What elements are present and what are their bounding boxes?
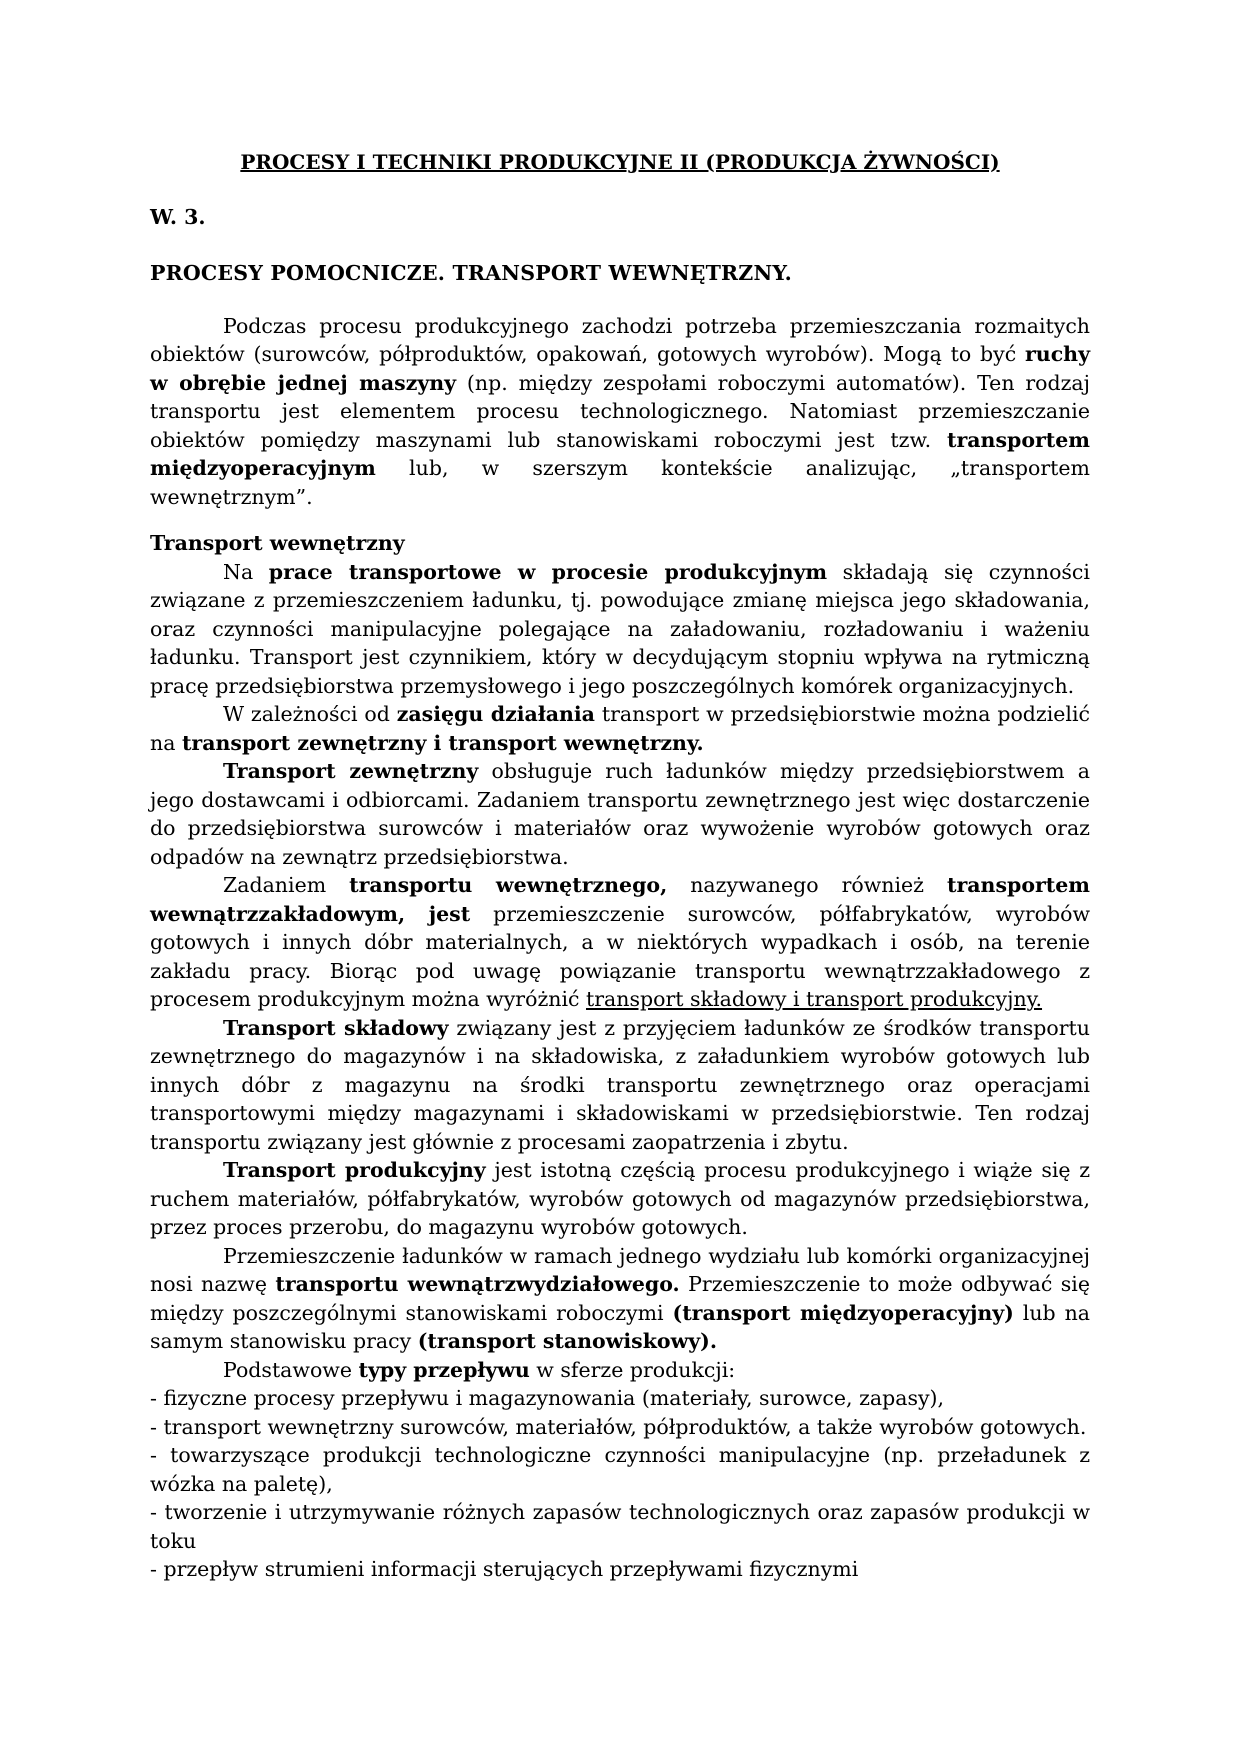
wewnetrzny-text-a: Zadaniem <box>223 873 350 897</box>
prace-bold: prace transportowe w procesie produkcyjnym <box>268 559 828 584</box>
zasieg-bold: zasięgu działania <box>396 702 595 726</box>
document-title: PROCESY I TECHNIKI PRODUKCYJNE II (PRODUKCJA ŻYWNOŚCI) <box>240 150 1000 174</box>
list-item: - towarzyszące produkcji technologiczne czynności manipulacyjne (np. przeładunek z wózka na paletę), <box>150 1443 1090 1496</box>
paragraph-wewnatrzwydzialowy <box>150 1242 1090 1356</box>
wewnetrzny-text-c: nazywanego również <box>667 873 947 897</box>
wewnetrzny-bold-b: transportu wewnętrznego, <box>349 873 668 897</box>
wydzialowy-bold-d: (transport międzyoperacyjny) <box>672 1300 1014 1325</box>
paragraph-transport-wewnetrzny <box>150 871 1090 1014</box>
prace-text-c: składają się czynności związane z przemieszczeniem ładunku, tj. powodujące zmianę miejsca jego składowania, oraz czynności manipulacyjne polegające na załadowaniu, rozładowaniu i ważeniu ładunku. Transport jest czynnikiem, który w decydującym stopniu wpływa na rytmiczną pracę przedsiębiorstwa przemysłowego i jego poszczególnych komórek organizacyjnych. <box>150 559 1090 698</box>
paragraph-prace-transportowe <box>150 558 1090 701</box>
zasieg-text-c: transport w przedsiębiorstwie można podzielić na <box>150 702 1090 755</box>
document-page <box>150 148 1090 1584</box>
zasieg-text-a: W zależności od <box>223 702 397 726</box>
prace-text-a: Na <box>223 559 269 584</box>
flow-types-list <box>150 1384 1090 1584</box>
wewnetrzny-text-e: przemieszczenie surowców, półfabrykatów, wyrobów gotowych i innych dóbr materialnych, a w niektórych wypadkach i osób, na terenie zakładu pracy. Biorąc pod uwagę powiązanie transportu wewnątrzzakładowego z procesem produkcyjnym można wyróżnić <box>150 901 1090 1011</box>
section-title: PROCESY POMOCNICZE. TRANSPORT WEWNĘTRZNY. <box>150 261 792 285</box>
wewnetrzny-underline: transport składowy i transport produkcyjny. <box>586 987 1043 1011</box>
paragraph-transport-produkcyjny <box>150 1156 1090 1242</box>
typy-text-a: Podstawowe <box>223 1357 359 1382</box>
wydzialowy-text-c: Przemieszczenie to może odbywać się między poszczególnymi stanowiskami roboczymi <box>150 1272 1090 1325</box>
intro-text-3: lub, w szerszym kontekście analizując, „transportem wewnętrznym”. <box>150 456 1090 509</box>
wewnetrzny-bold-d: transportem wewnątrzzakładowym, jest <box>150 873 1090 926</box>
paragraph-typy-przeplywu <box>150 1356 1090 1385</box>
wydzialowy-text-e: lub na samym stanowisku pracy <box>150 1300 1091 1353</box>
wydzialowy-bold-b: transportu wewnątrzwydziałowego. <box>275 1272 680 1296</box>
list-item: - transport wewnętrzny surowców, materiałów, półproduktów, a także wyrobów gotowych. <box>150 1414 1087 1439</box>
list-item: - tworzenie i utrzymywanie różnych zapasów technologicznych oraz zapasów produkcji w toku <box>150 1500 1090 1553</box>
wydzialowy-bold-f: (transport stanowiskowy). <box>417 1329 717 1353</box>
subheading-transport-wewnetrzny: Transport wewnętrzny <box>150 531 405 555</box>
zewnetrzny-text: obsługuje ruch ładunków między przedsiębiorstwem a jego dostawcami i odbiorcami. Zadaniem transportu zewnętrznego jest więc dostarczenie do przedsiębiorstwa surowców i materiałów oraz wywożenie wyrobów gotowych oraz odpadów na zewnątrz przedsiębiorstwa. <box>150 759 1090 869</box>
list-item: - przepływ strumieni informacji sterujących przepływami fizycznymi <box>150 1557 859 1581</box>
list-item: - fizyczne procesy przepływu i magazynowania (materiały, surowce, zapasy), <box>150 1386 945 1410</box>
skladowy-text: związany jest z przyjęciem ładunków ze środków transportu zewnętrznego do magazynów i na składowiska, z załadunkiem wyrobów gotowych lub innych dóbr z magazynu na środki transportu zewnętrznego oraz operacjami transportowymi między magazynami i składowiskami w przedsiębiorstwie. Ten rodzaj transportu związany jest głównie z procesami zaopatrzenia i zbytu. <box>150 1015 1090 1154</box>
wydzialowy-text-a: Przemieszczenie ładunków w ramach jednego wydziału lub komórki organizacyjnej nosi nazwę <box>150 1243 1090 1296</box>
zewnetrzny-bold: Transport zewnętrzny <box>223 759 479 783</box>
intro-text-1: Podczas procesu produkcyjnego zachodzi potrzeba przemieszczania rozmaitych obiektów (surowców, półproduktów, opakowań, gotowych wyrobów). Mogą to być <box>150 313 1090 366</box>
intro-bold-1: ruchy w obrębie jednej maszyny <box>150 342 1090 395</box>
paragraph-transport-zewnetrzny <box>150 757 1090 871</box>
skladowy-bold: Transport składowy <box>223 1015 449 1040</box>
paragraph-zasieg <box>150 700 1090 757</box>
paragraph-transport-skladowy <box>150 1014 1090 1157</box>
produkcyjny-text: jest istotną częścią procesu produkcyjnego i wiąże się z ruchem materiałów, półfabrykatów, wyrobów gotowych od magazynów przedsiębiorstwa, przez proces przerobu, do magazynu wyrobów gotowych. <box>150 1158 1090 1239</box>
intro-paragraph <box>150 312 1090 512</box>
typy-text-c: w sferze produkcji: <box>529 1357 736 1382</box>
produkcyjny-bold: Transport produkcyjny <box>223 1158 486 1182</box>
lecture-number: W. 3. <box>150 204 206 229</box>
intro-text-2: (np. między zespołami roboczymi automatów). Ten rodzaj transportu jest elementem procesu technologicznego. Natomiast przemieszczanie obiektów pomiędzy maszynami lub stanowiskami roboczymi jest tzw. <box>150 370 1090 452</box>
intro-bold-2: transportem międzyoperacyjnym <box>150 427 1090 480</box>
typy-bold: typy przepływu <box>358 1357 530 1382</box>
zasieg-bold-d: transport zewnętrzny i transport wewnętrzny. <box>181 730 704 755</box>
